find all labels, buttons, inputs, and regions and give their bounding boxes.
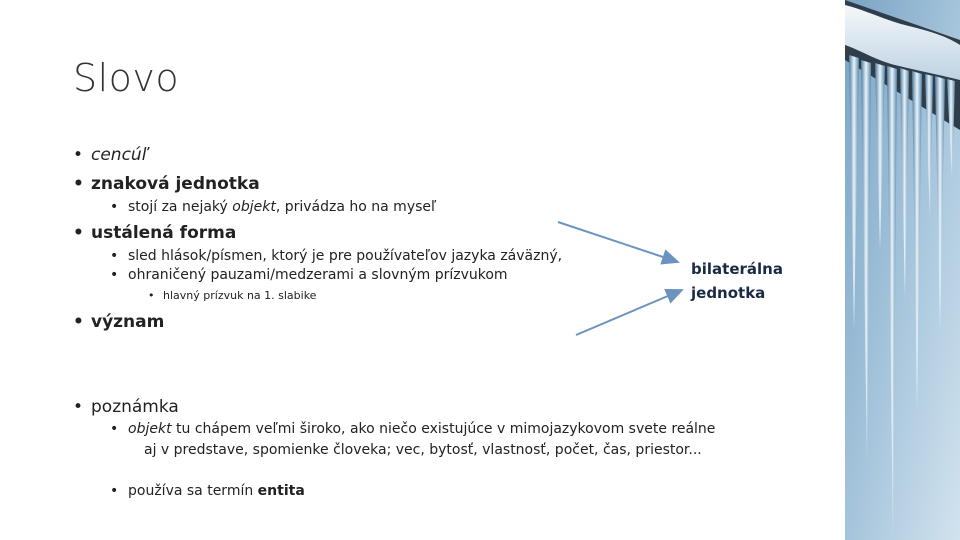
bullet-hlavny-prizvuk: • hlavný prízvuk na 1. slabike <box>148 289 317 302</box>
bullet-cencul: • cencúľ <box>73 145 147 165</box>
bullet-znakova-jednotka: • znaková jednotka <box>73 174 260 194</box>
continuation-line: aj v predstave, spomienke človeka; vec, bytosť, vlastnosť, počet, čas, priestor... <box>144 442 702 458</box>
icicle-photo <box>845 0 960 540</box>
arrow-bottom <box>576 290 682 335</box>
bullet-objekt-chapem: • objekt tu chápem veľmi široko, ako niečo existujúce v mimojazykovom svete reálne <box>110 421 716 437</box>
icicles-image <box>845 0 960 540</box>
bullet-poznamka: • poznámka <box>73 397 179 417</box>
bullet-ohraniceny: • ohraničený pauzami/medzerami a slovným prízvukom <box>110 267 508 283</box>
bullet-stoji-za-objekt: • stojí za nejaký objekt, privádza ho na myseľ <box>110 199 437 215</box>
arrow-top <box>558 222 678 262</box>
bullet-vyznam: • význam <box>73 312 165 332</box>
bullet-sled-hlasok: • sled hlások/písmen, ktorý je pre používateľov jazyka záväzný, <box>110 248 563 264</box>
bullet-ustalena-forma: • ustálená forma <box>73 223 237 243</box>
slide-title: Slovo <box>73 56 180 100</box>
bullet-entita: • používa sa termín entita <box>110 483 305 499</box>
callout-bilateralna-jednotka: bilaterálna jednotka <box>691 260 783 302</box>
